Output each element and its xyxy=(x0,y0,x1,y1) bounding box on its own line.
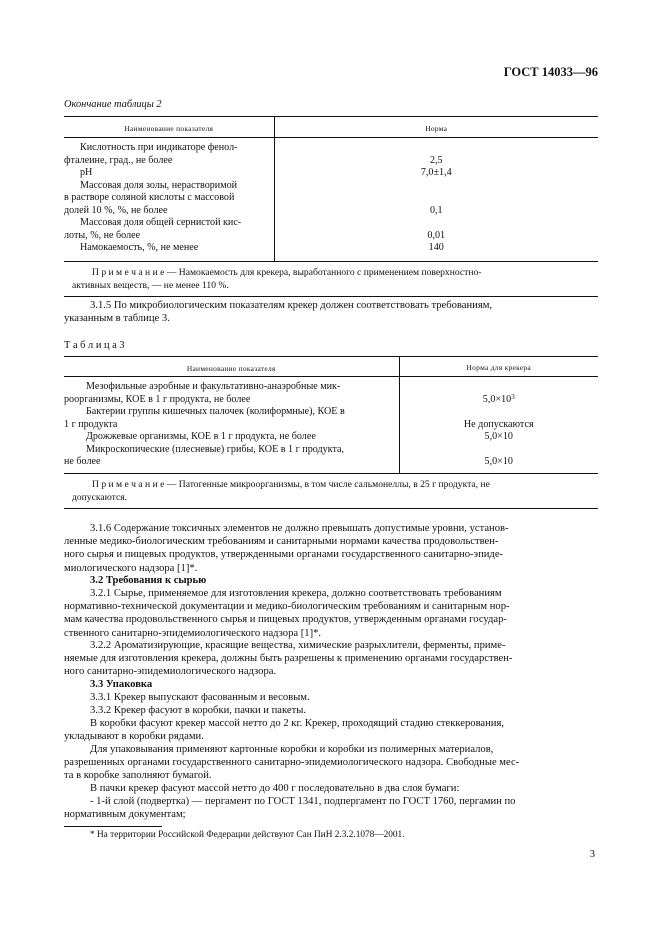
table-row-label: фталеине, град., не более xyxy=(64,154,173,166)
table3-caption: Т а б л и ц а 3 xyxy=(64,340,125,351)
text-line: Для упаковывания применяют картонные коробки и коробки из полимерных материалов, xyxy=(90,744,494,755)
table-row-value: 7,0±1,4 xyxy=(420,167,452,178)
table3-values-cell xyxy=(399,377,598,474)
text-line: нормативно-технической документации и медико-биологическим требованиям и санитарным нор- xyxy=(64,601,510,613)
text-line: 3.2.2 Ароматизирующие, красящие вещества, химические разрыхлители, ферменты, приме- xyxy=(90,640,506,651)
table3-note xyxy=(64,473,598,508)
text-line: ного санитарно-эпидемиологического надзора. xyxy=(64,666,277,678)
text-line: - 1-й слой (подвертка) — пергамент по ГОСТ 1341, подпергамент по ГОСТ 1760, пергамин по xyxy=(90,796,516,807)
table-row-label: 1 г продукта xyxy=(64,418,118,430)
paragraph-layer xyxy=(64,795,597,821)
table2-note xyxy=(64,261,598,296)
table-row-value: Не допускаются xyxy=(463,418,534,430)
text-line: 3.1.6 Содержание токсичных элементов не должно превышать допустимые уровни, установ- xyxy=(90,523,509,534)
table-row-label: роорганизмы, КОЕ в 1 г продукта, не более xyxy=(64,393,251,405)
text-line: 3.2.1 Сырье, применяемое для изготовления крекера, должно соответствовать требованиям xyxy=(90,588,502,599)
table-row-label: лоты, %, не более xyxy=(64,229,141,241)
paragraph-pachki: В пачки крекер фасуют массой нетто до 400 г последовательно в два слоя бумаги: xyxy=(90,783,460,794)
table3-names-cell xyxy=(64,377,399,474)
table-row-label: Бактерии группы кишечных палочек (колиформные), КОЕ в xyxy=(86,406,345,417)
text-line: ленные медико-биологическим требованиям и санитарными нормами качества продовольствен- xyxy=(64,536,499,548)
table2-values-cell xyxy=(274,138,598,262)
text-line: нормативным документам; xyxy=(64,809,186,821)
text-line: мам качества продовольственного сырья и пищевых продуктов, утвержденным органами государ- xyxy=(64,614,507,626)
table2-col-header-norm: Норма xyxy=(274,117,598,138)
footnote: * На территории Российской Федерации действуют Сан ПиН 2.3.2.1078—2001. xyxy=(90,830,405,840)
note-text: допускаются. xyxy=(72,491,128,503)
text-line: разрешенных органами государственного санитарно-эпидемиологического надзора. Свободные мес- xyxy=(64,757,520,769)
table3-col-header-norm: Норма для крекера xyxy=(399,357,598,377)
text-line: та в коробке заполняют бумагой. xyxy=(64,770,212,782)
paragraph-3-1-6 xyxy=(64,522,597,575)
text-line: миологического надзора [1]*. xyxy=(64,562,198,574)
paragraph-3-2-1 xyxy=(64,587,597,640)
document-header: ГОСТ 14033—96 xyxy=(503,65,598,79)
table-row-label: Микроскопические (плесневые) грибы, КОЕ в 1 г продукта, xyxy=(86,443,344,455)
section-heading-3-2: 3.2 Требования к сырью xyxy=(90,575,207,586)
table2-names-cell xyxy=(64,138,274,262)
page-number: 3 xyxy=(589,849,595,860)
table-row-label: Намокаемость, %, не менее xyxy=(80,242,199,253)
text-line: няемые для изготовления крекера, должны быть разрешены к применению органами государствен- xyxy=(64,653,513,665)
paragraph-packaging xyxy=(64,743,597,783)
table-row-value: 0,01 xyxy=(427,229,446,241)
note-label: П р и м е ч а н и е xyxy=(92,478,165,490)
note-text: активных веществ, — не менее 110 %. xyxy=(72,279,229,291)
section-heading-3-3: 3.3 Упаковка xyxy=(90,679,153,690)
table-row-label: не более xyxy=(64,456,101,467)
paragraph-3-3-2: 3.3.2 Крекер фасуют в коробки, пачки и пакеты. xyxy=(90,705,306,716)
table-row-value: 5,0×10 xyxy=(484,456,513,467)
table-row-value: 5,0×10 xyxy=(484,431,513,442)
paragraph-3-2-2 xyxy=(64,639,597,679)
text-line: ственного санитарно-эпидемиологического надзора [1]*. xyxy=(64,627,322,639)
text-line: 3.1.5 По микробиологическим показателям крекер должен соответствовать требованиям, xyxy=(90,300,493,311)
table-row-label: в растворе соляной кислоты с массовой xyxy=(64,192,235,203)
text-line: ного сырья и пищевых продуктов, утвержденными органами государственного санитарно-эпиде- xyxy=(64,549,504,561)
paragraph-boxes xyxy=(64,717,597,743)
table-row-value: 140 xyxy=(428,242,444,253)
table-row-label: Мезофильные аэробные и факультативно-анаэробные мик- xyxy=(86,381,341,392)
table2-col-header-name: Наименование показателя xyxy=(64,117,274,138)
table-2 xyxy=(64,116,598,297)
table-row-label: Массовая доля золы, нерастворимой xyxy=(80,179,238,191)
note-text: — Намокаемость для крекера, выработанного с применением поверхностно- xyxy=(164,266,482,278)
table2-caption: Окончание таблицы 2 xyxy=(64,99,162,110)
table-row-label: Кислотность при индикаторе фенол- xyxy=(80,142,238,153)
paragraph-3-3-1: 3.3.1 Крекер выпускают фасованным и весовым. xyxy=(90,692,310,703)
table-row-label: долей 10 %, %, не более xyxy=(64,204,168,216)
table-row-label: Дрожжевые организмы, КОЕ в 1 г продукта, не более xyxy=(86,431,316,442)
table-row-label: pH xyxy=(80,167,93,178)
footnote-divider xyxy=(64,826,162,827)
text-line: В коробки фасуют крекер массой нетто до 2 кг. Крекер, проходящий стадию стеккерования, xyxy=(90,718,504,729)
table-3 xyxy=(64,356,598,509)
table-row-value: 0,1 xyxy=(429,204,443,216)
text-line: укладывают в коробки рядами. xyxy=(64,731,204,743)
note-text: — Патогенные микроорганизмы, в том числе сальмонеллы, в 25 г продукта, не xyxy=(164,478,490,490)
text-line: указанным в таблице 3. xyxy=(64,313,170,325)
table-row-value: 2,5 xyxy=(429,154,443,166)
note-label: П р и м е ч а н и е xyxy=(92,266,165,278)
table3-col-header-name: Наименование показателя xyxy=(64,357,399,377)
table-row-label: Массовая доля общей сернистой кис- xyxy=(80,217,242,228)
table-row-value: $5,0\times 10^3$ xyxy=(482,392,515,405)
paragraph-3-1-5 xyxy=(64,299,597,325)
